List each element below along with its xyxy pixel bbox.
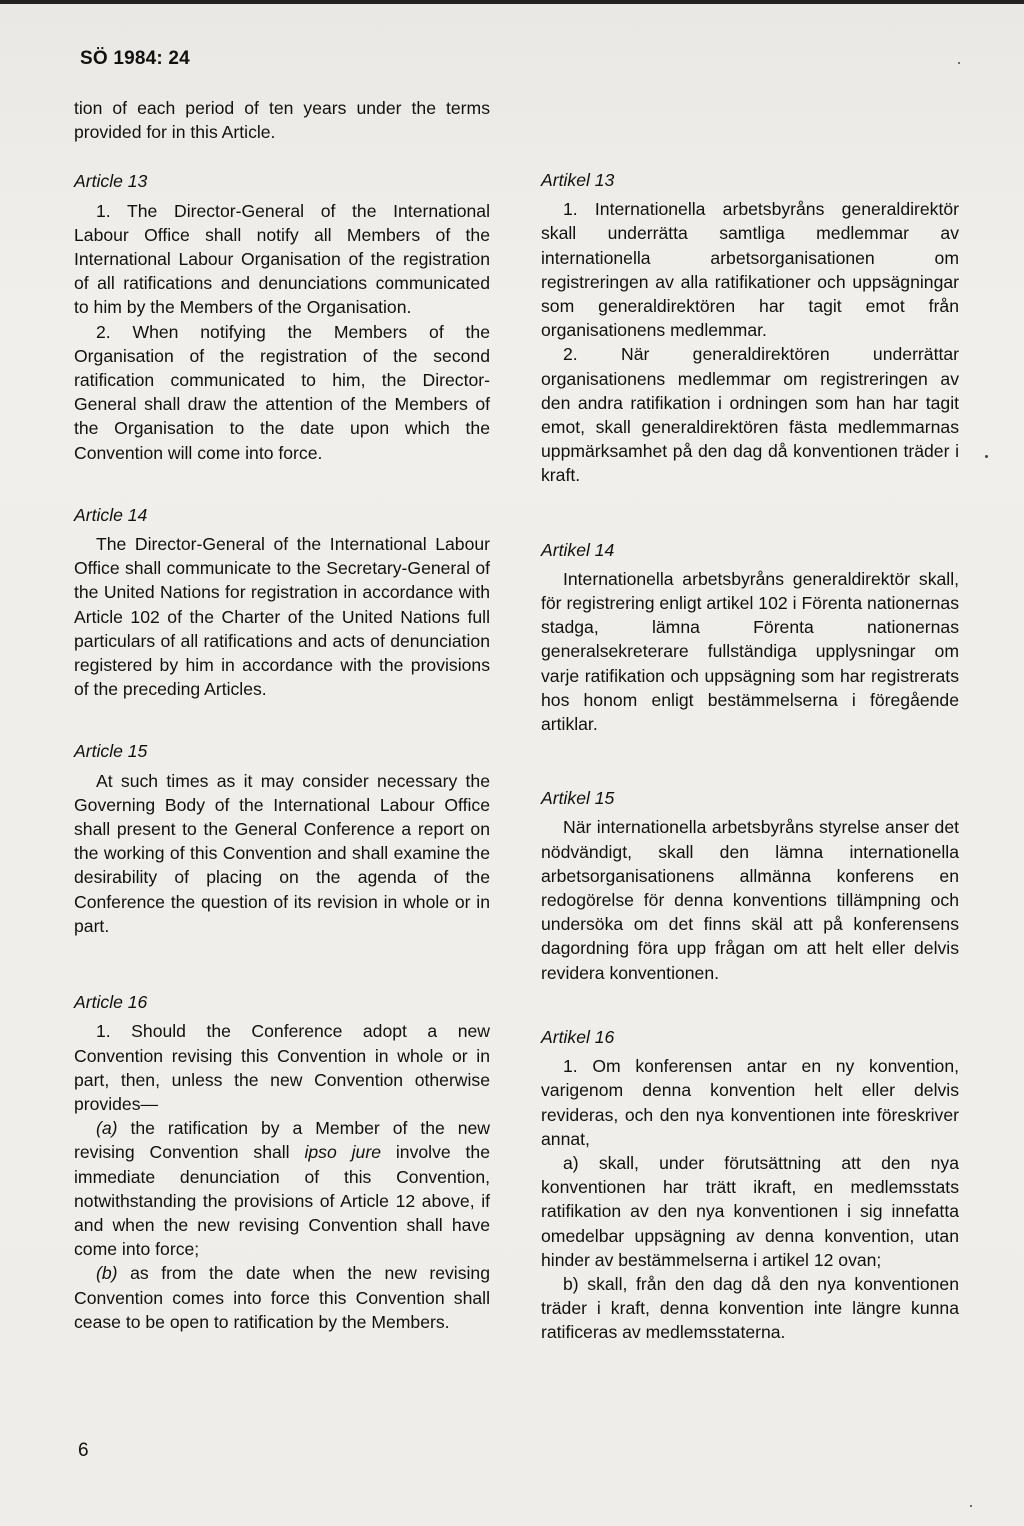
scan-speck	[985, 455, 988, 458]
scan-speck	[970, 1505, 972, 1507]
article-16-item-b: (b) as from the date when the new revising Convention comes into force this Convention shall cease to be open to ratification by the Members.	[74, 1263, 490, 1332]
top-border	[0, 0, 1024, 4]
article-15-heading: Article 15	[74, 741, 148, 762]
artikel-13-paragraph-2: 2. När generaldirektören underrättar organisationens medlemmar om registreringen av den andra ratifikation i ordningen som han har tagit emot, skall generaldirektören fästa medlemmarnas uppmärksamhet på den dag då konventionen träder i kraft.	[541, 344, 959, 486]
article-14-heading: Article 14	[74, 504, 148, 525]
page-header: SÖ 1984: 24	[80, 48, 190, 69]
item-a-label: (a)	[96, 1118, 118, 1139]
article-13-paragraph-2: 2. When notifying the Members of the Organisation of the registration of the second ratification communicated to him, the Director-General shall draw the attention of the Members of the Organisation to the date upon which the Convention will come into force.	[74, 321, 490, 463]
artikel-16-item-b: b) skall, från den dag då den nya konventionen träder i kraft, denna konvention inte längre kunna ratificeras av medlemsstaterna.	[541, 1273, 959, 1343]
ipso-jure-term: ipso jure	[304, 1142, 381, 1163]
page-number: 6	[78, 1440, 89, 1461]
article-15-paragraph: At such times as it may consider necessary the Governing Body of the International Labour Office shall present to the General Conference a report on the working of this Convention and shall examine the desirability of placing on the agenda of the Conference the question of its revision in whole or in part.	[74, 770, 490, 936]
artikel-16-paragraph-1: 1. Om konferensen antar en ny konvention, varigenom denna konvention helt eller delvis revideras, och den nya konventionen inte föreskriver annat,	[541, 1056, 959, 1149]
item-b-label: (b)	[96, 1263, 118, 1284]
artikel-15-paragraph: När internationella arbetsbyråns styrelse anser det nödvändigt, skall den lämna internationella arbetsorganisationens allmänna konferens en redogörelse för denna konventions tillämpning och undersöka om det finns skäl att på konferensens dagordning föra upp frågan om att helt eller delvis revidera konventionen.	[541, 817, 959, 983]
article-16-heading: Article 16	[74, 992, 148, 1013]
artikel-16-item-a: a) skall, under förutsättning att den nya konventionen har trätt ikraft, en medlemsstats ratifikation av den nya konventionen i sig innefatta omedelbar uppsägning av denna konvention, utan hinder av bestämmelserna i artikel 12 ovan;	[541, 1152, 959, 1270]
scan-speck	[958, 62, 960, 64]
swedish-column	[541, 168, 959, 1345]
article-16-paragraph-1: 1. Should the Conference adopt a new Convention revising this Convention in whole or in part, then, unless the new Convention otherwise provides—	[74, 1021, 490, 1114]
continuation-text: tion of each period of ten years under the terms provided for in this Article.	[74, 98, 490, 143]
artikel-15-heading: Artikel 15	[541, 788, 615, 809]
artikel-13-heading: Artikel 13	[541, 170, 615, 190]
artikel-16-heading: Artikel 16	[541, 1026, 615, 1047]
artikel-14-heading: Artikel 14	[541, 539, 615, 560]
artikel-13-paragraph-1: 1. Internationella arbetsbyråns generaldirektör skall underrätta samtliga medlemmar av internationella arbetsorganisationen om registreringen av alla ratifikationer och uppsägningar som generaldirektören har tagit emot från organisationens medlemmar.	[541, 199, 959, 341]
article-16-item-a: (a) the ratification by a Member of the new revising Convention shall ipso jure involve the immediate denunciation of this Convention, notwithstanding the provisions of Article 12 above, if and when the new revising Convention shall have come into force;	[74, 1118, 490, 1260]
article-14-paragraph: The Director-General of the International Labour Office shall communicate to the Secretary-General of the United Nations for registration in accordance with Article 102 of the Charter of the United Nations full particulars of all ratifications and acts of denunciation registered by him in accordance with the provisions of the preceding Articles.	[74, 534, 490, 700]
artikel-14-paragraph: Internationella arbetsbyråns generaldirektör skall, för registrering enligt artikel 102 i Förenta nationernas stadga, lämna Förenta nationernas generalsekreterare fullständiga upplysningar om varje ratifikation och uppsägning som har registrerats hos honom enligt bestämmelserna i föregående artiklar.	[541, 568, 959, 735]
article-13-heading: Article 13	[74, 171, 148, 192]
english-column	[74, 96, 490, 1334]
article-13-paragraph-1: 1. The Director-General of the International Labour Office shall notify all Members of the International Labour Organisation of the registration of all ratifications and denunciations communicated to him by the Members of the Organisation.	[74, 200, 490, 318]
